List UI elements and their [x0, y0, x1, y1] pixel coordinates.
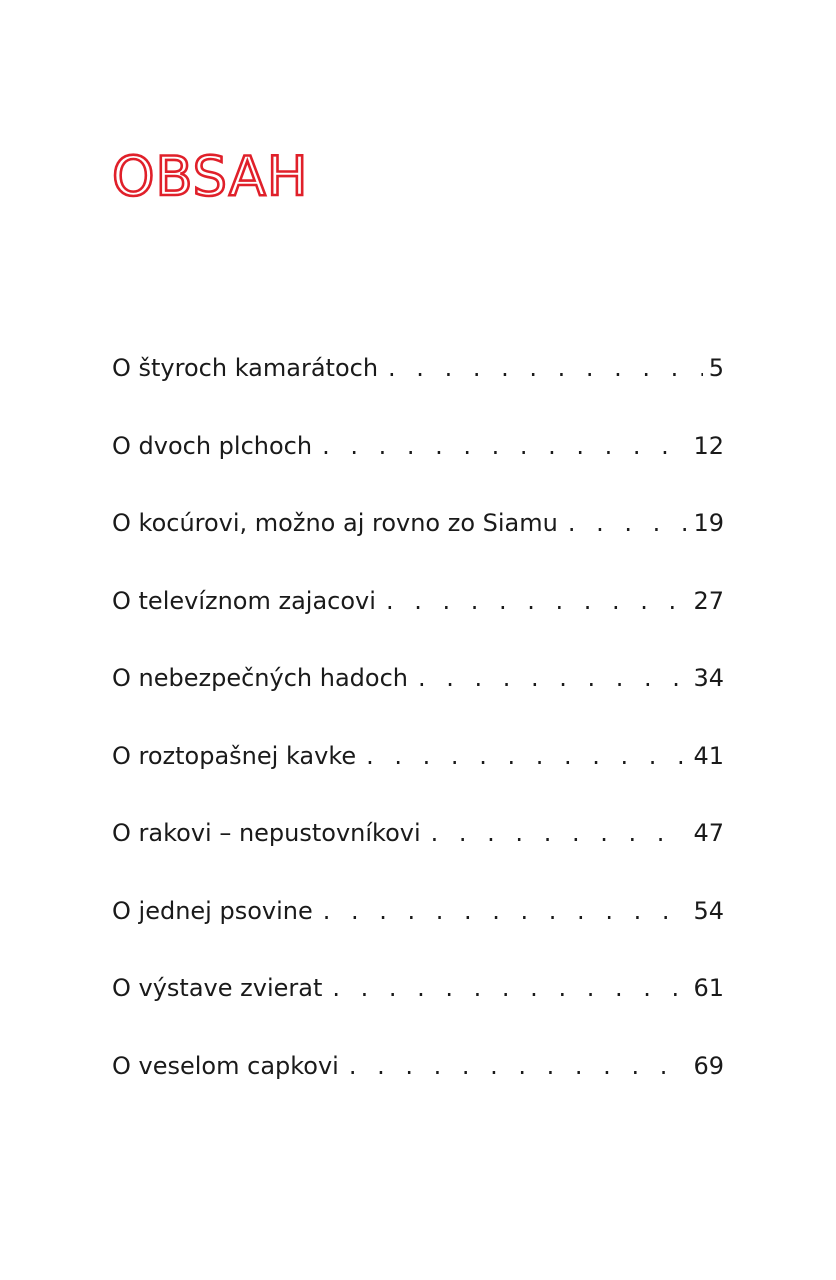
table-of-contents: [112, 346, 724, 1121]
toc-entry-title: O kocúrovi, možno aj rovno zo Siamu: [112, 509, 558, 537]
dot-leader: [386, 579, 688, 623]
page-title: OBSAH: [112, 145, 309, 208]
dot-leader: [568, 501, 688, 545]
toc-entry: [112, 889, 724, 967]
toc-entry-page: 41: [693, 741, 724, 770]
dot-leader: [332, 966, 687, 1010]
toc-entry: [112, 579, 724, 657]
toc-entry: [112, 656, 724, 734]
dot-leader: [431, 811, 688, 855]
dot-leader: [388, 346, 703, 390]
toc-entry-page: 47: [693, 819, 724, 847]
toc-entry-title: O štyroch kamarátoch: [112, 354, 379, 382]
dot-leader: [349, 1044, 688, 1088]
toc-entry-page: 19: [693, 509, 724, 537]
toc-entry-title: O televíznom zajacovi: [112, 586, 376, 615]
toc-entry-page: 12: [693, 431, 724, 460]
toc-entry-title: O nebezpečných hadoch: [112, 664, 408, 692]
toc-entry: [112, 734, 724, 812]
toc-entry-page: 34: [693, 664, 724, 692]
toc-entry-title: O jednej psovine: [112, 896, 313, 925]
toc-entry: [112, 1044, 724, 1122]
dot-leader: [366, 734, 687, 778]
toc-entry-title: O výstave zvierat: [112, 974, 323, 1002]
toc-entry-title: O veselom capkovi: [112, 1051, 339, 1080]
toc-entry: [112, 811, 724, 889]
toc-entry: [112, 424, 724, 502]
toc-entry: [112, 346, 724, 424]
toc-entry: [112, 501, 724, 579]
toc-entry: [112, 966, 724, 1044]
toc-entry-title: O roztopašnej kavke: [112, 741, 357, 770]
dot-leader: [323, 889, 688, 933]
toc-entry-page: 54: [693, 896, 724, 925]
dot-leader: [418, 656, 687, 700]
toc-entry-page: 5: [708, 354, 724, 382]
toc-entry-title: O rakovi – nepustovníkovi: [112, 819, 421, 847]
toc-entry-page: 27: [693, 586, 724, 615]
toc-entry-page: 61: [693, 974, 724, 1002]
toc-entry-page: 69: [693, 1051, 724, 1080]
toc-entry-title: O dvoch plchoch: [112, 431, 313, 460]
dot-leader: [322, 424, 687, 468]
